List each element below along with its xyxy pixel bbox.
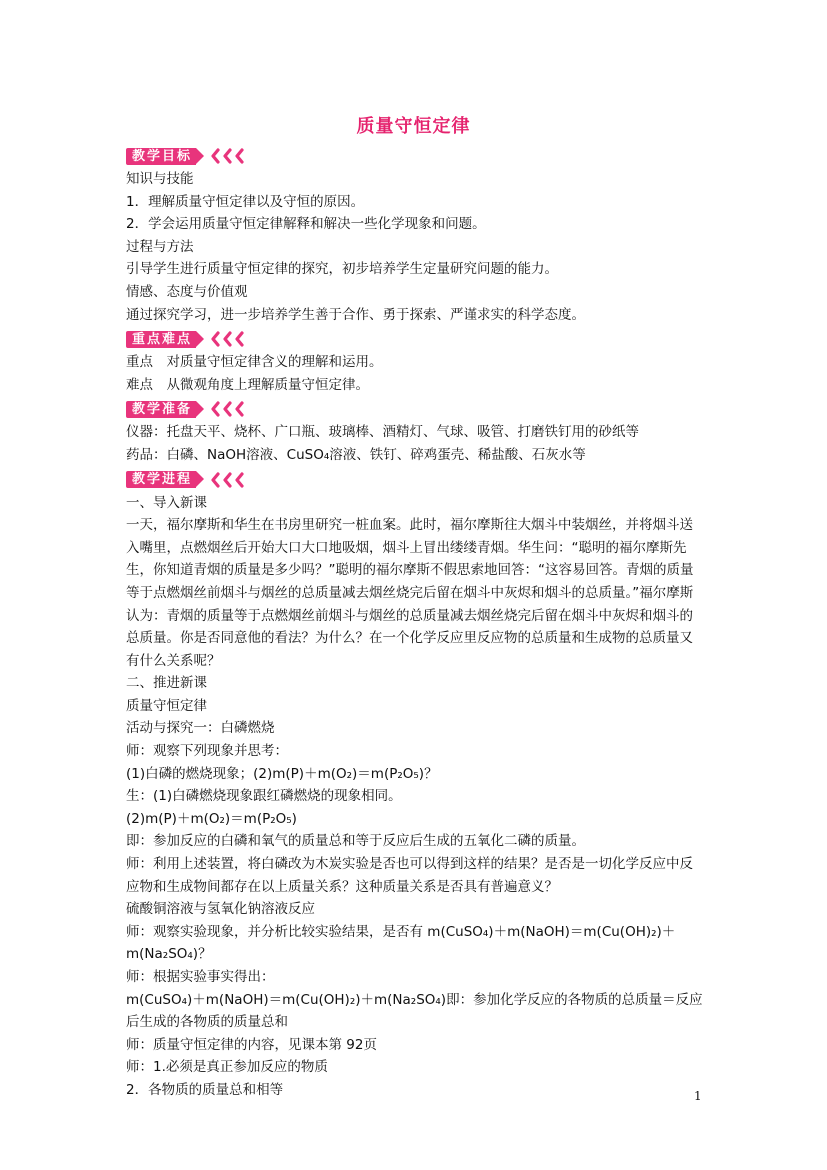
section-header-objectives	[126, 145, 706, 167]
text-line: (1)白磷的燃烧现象；(2)m(P)＋m(O₂)＝m(P₂O₅)？	[126, 765, 438, 782]
text-line: 难点 从微观角度上理解质量守恒定律。	[126, 376, 369, 393]
text-line: 即：参加反应的白磷和氧气的质量总和等于反应后生成的五氧化二磷的质量。	[126, 833, 585, 850]
paragraph: 师：利用上述装置，将白磷改为木炭实验是否也可以得到这样的结果？是否是一切化学反应中反应物和生成物间都存在以上质量关系？这种质量关系是否具有普遍意义？	[126, 856, 693, 895]
paragraph: 一天，福尔摩斯和华生在书房里研究一桩血案。此时，福尔摩斯往大烟斗中装烟丝，并将烟斗送入嘴里，点燃烟丝后开始大口大口地吸烟，烟斗上冒出缕缕青烟。华生问：“聪明的福尔摩斯先生，你知道青烟的质量是多少吗？”聪明的福尔摩斯不假思索地回答：“这容易回答。青烟的质量等于点燃烟丝前烟斗与烟丝的总质量减去烟丝烧完后留在烟斗中灰烬和烟斗的总质量。”福尔摩斯认为：青烟的质量等于点燃烟丝前烟斗与烟丝的总质量减去烟丝烧完后留在烟斗中灰烬和烟斗的总质量。你是否同意他的看法？为什么？在一个化学反应里反应物的总质量和生成物的总质量又有什么关系呢？	[126, 517, 694, 669]
text-line: 质量守恒定律	[126, 697, 207, 714]
text-line: 二、推进新课	[126, 675, 207, 692]
section-header-preparation	[126, 398, 706, 420]
section-badge: 教学目标	[126, 148, 196, 165]
text-line: 师：根据实验事实得出：	[126, 969, 275, 985]
page-title: 质量守恒定律	[356, 116, 471, 137]
text-line: 生：(1)白磷燃烧现象跟红磷燃烧的现象相同。	[126, 788, 402, 805]
text-line: 硫酸铜溶液与氢氧化钠溶液反应	[126, 901, 315, 918]
text-line: (2)m(P)＋m(O₂)＝m(P₂O₅)	[126, 810, 297, 827]
chevrons-icon	[210, 472, 250, 488]
text-line: 2．学会运用质量守恒定律解释和解决一些化学现象和问题。	[126, 216, 486, 233]
section-badge: 教学准备	[126, 401, 196, 418]
paragraph: 师：观察实验现象，并分析比较实验结果，是否有 m(CuSO₄)＋m(NaOH)＝m(Cu(OH)₂)＋m(Na₂SO₄)？	[126, 923, 676, 963]
text-line: 重点 对质量守恒定律含义的理解和运用。	[126, 354, 383, 371]
text-line: 2．各物质的质量总和相等	[126, 1081, 284, 1098]
section-badge: 重点难点	[126, 331, 196, 348]
text-line: 师：1.必须是真正参加反应的物质	[126, 1059, 328, 1076]
section-header-process	[126, 469, 706, 491]
paragraph: m(CuSO₄)＋m(NaOH)＝m(Cu(OH)₂)＋m(Na₂SO₄)即：参加化学反应的各物质的总质量＝反应后生成的各物质的质量总和	[126, 991, 703, 1031]
document-body	[126, 143, 706, 1102]
text-line: 师：质量守恒定律的内容，见课本第 92页	[126, 1036, 377, 1053]
section-badge: 教学进程	[126, 471, 196, 488]
text-line: 引导学生进行质量守恒定律的探究，初步培养学生定量研究问题的能力。	[126, 261, 558, 278]
text-line: 师：观察下列现象并思考：	[126, 743, 288, 760]
chevrons-icon	[210, 401, 250, 417]
text-line: 过程与方法	[126, 238, 194, 255]
text-line: 1．理解质量守恒定律以及守恒的原因。	[126, 193, 365, 210]
text-line: 知识与技能	[126, 171, 194, 187]
text-line: 药品：白磷、NaOH溶液、CuSO₄溶液、铁钉、碎鸡蛋壳、稀盐酸、石灰水等	[126, 446, 586, 463]
page-number: 1	[694, 1089, 702, 1103]
text-line: 通过探究学习，进一步培养学生善于合作、勇于探索、严谨求实的科学态度。	[126, 306, 585, 323]
text-line: 一、导入新课	[126, 494, 207, 511]
text-line: 活动与探究一：白磷燃烧	[126, 720, 275, 737]
chevrons-icon	[210, 148, 250, 164]
text-line: 情感、态度与价值观	[126, 283, 248, 300]
text-line: 仪器：托盘天平、烧杯、广口瓶、玻璃棒、酒精灯、气球、吸管、打磨铁钉用的砂纸等	[126, 424, 639, 441]
chevrons-icon	[210, 331, 250, 347]
section-header-key-points	[126, 328, 706, 350]
